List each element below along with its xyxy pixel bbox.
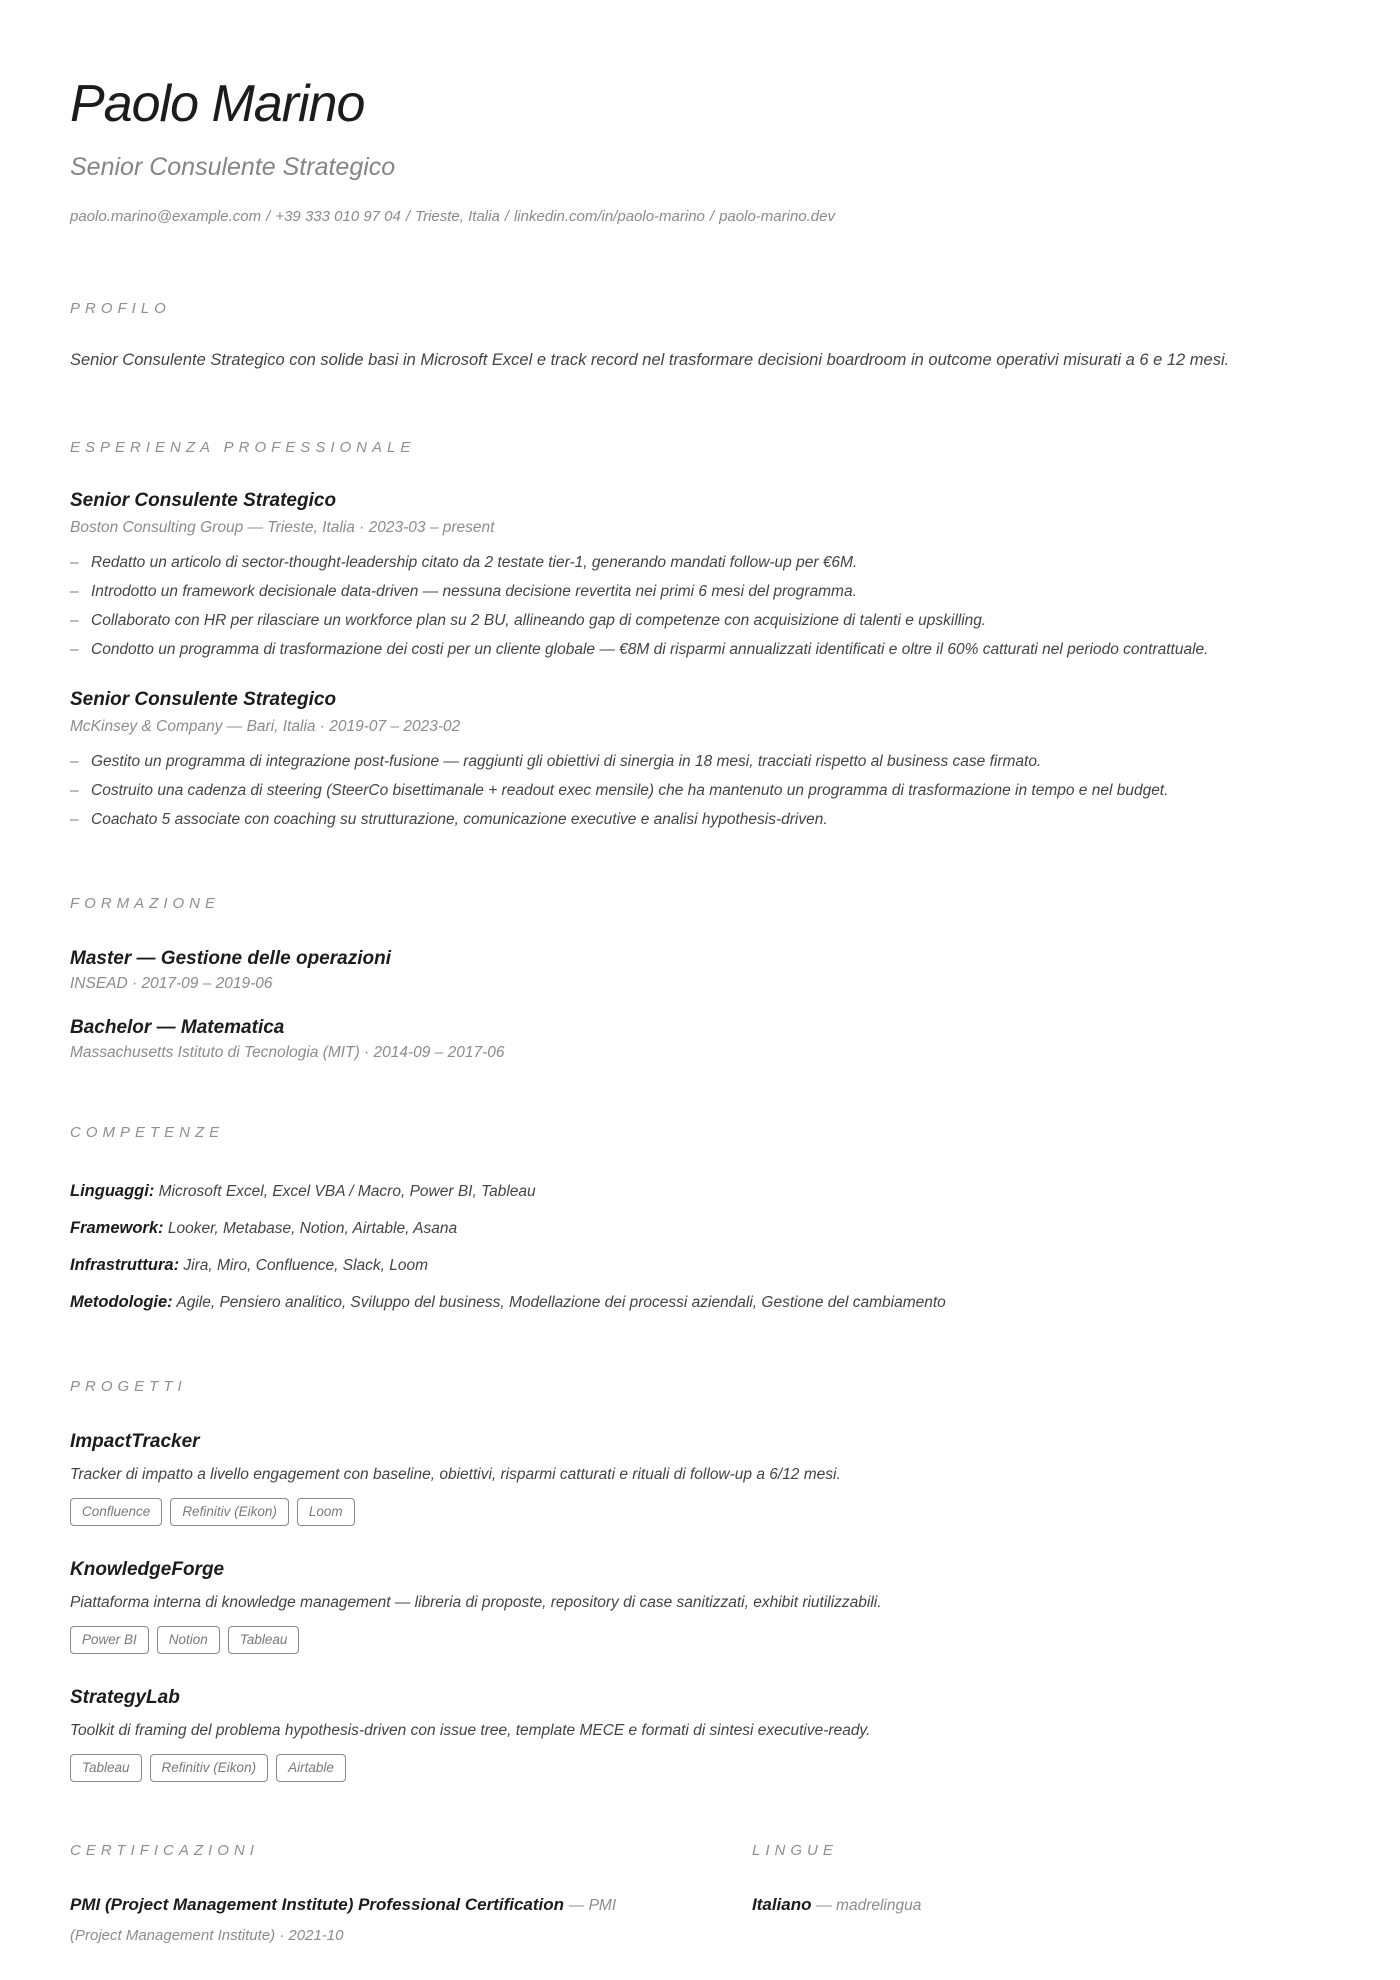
bullet-marker: – bbox=[70, 583, 79, 600]
job-bullet bbox=[70, 606, 1330, 635]
languages-column bbox=[752, 1841, 1330, 1946]
section-heading-certifications: CERTIFICAZIONI bbox=[70, 1842, 259, 1859]
job-meta: McKinsey & Company — Bari, Italia · 2019-07 – 2023-02 bbox=[70, 718, 461, 735]
skill-label: Framework: bbox=[70, 1219, 164, 1237]
degree-meta: INSEAD · 2017-09 – 2019-06 bbox=[70, 975, 273, 992]
bullet-text: Redatto un articolo di sector-thought-leadership citato da 2 testate tier-1, generando mandati follow-up per €6M. bbox=[91, 554, 858, 571]
bullet-marker: – bbox=[70, 641, 79, 658]
project-item bbox=[70, 1685, 1330, 1783]
section-heading-profile: PROFILO bbox=[70, 300, 171, 317]
certifications-column bbox=[70, 1841, 752, 1946]
bullet-text: Gestito un programma di integrazione post-fusione — raggiunti gli obiettivi di sinergia in 18 mesi, tracciati rispetto al business case firmato. bbox=[91, 753, 1042, 770]
degree-title: Master — Gestione delle operazioni bbox=[70, 948, 391, 969]
skill-row bbox=[70, 1284, 1330, 1321]
contact-linkedin[interactable]: linkedin.com/in/paolo-marino bbox=[513, 208, 705, 225]
bullet-marker: – bbox=[70, 811, 79, 828]
section-heading-experience: ESPERIENZA PROFESSIONALE bbox=[70, 439, 416, 456]
contact-line bbox=[70, 207, 1330, 227]
tech-tag: Notion bbox=[157, 1626, 220, 1654]
language-name: Italiano bbox=[752, 1895, 812, 1914]
language-item bbox=[752, 1894, 1330, 1917]
job-title: Senior Consulente Strategico bbox=[70, 490, 337, 511]
certification-item bbox=[70, 1894, 752, 1917]
language-level: — madrelingua bbox=[816, 1897, 922, 1914]
tech-tag: Refinitiv (Eikon) bbox=[150, 1754, 269, 1782]
skill-row bbox=[70, 1247, 1330, 1284]
experience-item bbox=[70, 488, 1330, 664]
project-tags bbox=[70, 1498, 1330, 1527]
tech-tag: Tableau bbox=[228, 1626, 300, 1654]
job-bullet bbox=[70, 635, 1330, 664]
section-heading-languages: LINGUE bbox=[752, 1842, 838, 1859]
section-heading-education: FORMAZIONE bbox=[70, 895, 220, 912]
bottom-columns bbox=[70, 1841, 1330, 1946]
candidate-title: Senior Consulente Strategico bbox=[70, 153, 396, 181]
skill-value: Microsoft Excel, Excel VBA / Macro, Power BI, Tableau bbox=[158, 1183, 536, 1200]
section-heading-skills: COMPETENZE bbox=[70, 1124, 225, 1141]
bullet-text: Condotto un programma di trasformazione dei costi per un cliente globale — €8M di risparmi annualizzati identificati e oltre il 60% catturati nel periodo contrattuale. bbox=[91, 641, 1209, 658]
tech-tag: Tableau bbox=[70, 1754, 142, 1782]
degree-title: Bachelor — Matematica bbox=[70, 1017, 285, 1038]
bullet-marker: – bbox=[70, 782, 79, 799]
project-title: KnowledgeForge bbox=[70, 1559, 225, 1580]
education-item bbox=[70, 1015, 1330, 1063]
contact-separator: / bbox=[266, 208, 271, 225]
bullet-marker: – bbox=[70, 753, 79, 770]
contact-separator: / bbox=[709, 208, 715, 225]
job-bullet bbox=[70, 577, 1330, 606]
project-title: StrategyLab bbox=[70, 1687, 180, 1708]
contact-location: Trieste, Italia bbox=[415, 208, 500, 225]
resume-header bbox=[70, 0, 1330, 227]
tech-tag: Confluence bbox=[70, 1498, 162, 1526]
skill-label: Metodologie: bbox=[70, 1293, 173, 1311]
job-bullets bbox=[70, 747, 1330, 834]
skill-value: Agile, Pensiero analitico, Sviluppo del business, Modellazione dei processi aziendali, Gestione del cambiamento bbox=[176, 1294, 946, 1311]
candidate-name: Paolo Marino bbox=[70, 75, 365, 133]
job-bullet bbox=[70, 776, 1330, 805]
experience-item bbox=[70, 687, 1330, 834]
certification-title: PMI (Project Management Institute) Professional Certification bbox=[70, 1895, 565, 1914]
education-item bbox=[70, 946, 1330, 994]
tech-tag: Refinitiv (Eikon) bbox=[170, 1498, 289, 1526]
bullet-text: Costruito una cadenza di steering (SteerCo bisettimanale + readout exec mensile) che ha mantenuto un programma di trasformazione in tempo e nel budget. bbox=[91, 782, 1169, 799]
bullet-text: Coachato 5 associate con coaching su strutturazione, comunicazione executive e analisi hypothesis-driven. bbox=[91, 811, 828, 828]
job-bullet bbox=[70, 548, 1330, 577]
skills-list bbox=[70, 1173, 1330, 1321]
contact-email[interactable]: paolo.marino@example.com bbox=[70, 208, 262, 225]
profile-summary: Senior Consulente Strategico con solide basi in Microsoft Excel e track record nel trasformare decisioni boardroom in outcome operativi misurati a 6 e 12 mesi. bbox=[70, 351, 1230, 369]
degree-meta: Massachusetts Istituto di Tecnologia (MIT) · 2014-09 – 2017-06 bbox=[70, 1044, 505, 1061]
bullet-marker: – bbox=[70, 554, 79, 571]
job-bullets bbox=[70, 548, 1330, 664]
bullet-marker: – bbox=[70, 612, 79, 629]
skill-row bbox=[70, 1173, 1330, 1210]
project-description: Tracker di impatto a livello engagement con baseline, obiettivi, risparmi catturati e rituali di follow-up a 6/12 mesi. bbox=[70, 1466, 841, 1483]
project-tags bbox=[70, 1754, 1330, 1783]
project-item bbox=[70, 1429, 1330, 1527]
contact-website[interactable]: paolo-marino.dev bbox=[719, 208, 835, 225]
tech-tag: Power BI bbox=[70, 1626, 149, 1654]
project-item bbox=[70, 1557, 1330, 1655]
skill-label: Infrastruttura: bbox=[70, 1256, 180, 1274]
project-description: Piattaforma interna di knowledge management — libreria di proposte, repository di case sanitizzati, exhibit riutilizzabili. bbox=[70, 1594, 882, 1611]
contact-separator: / bbox=[504, 208, 509, 225]
section-heading-projects: PROGETTI bbox=[70, 1378, 187, 1395]
bullet-text: Introdotto un framework decisionale data-driven — nessuna decisione revertita nei primi 6 mesi del programma. bbox=[91, 583, 857, 600]
skill-row bbox=[70, 1210, 1330, 1247]
certification-meta: (Project Management Institute) · 2021-10 bbox=[70, 1927, 344, 1944]
tech-tag: Loom bbox=[297, 1498, 355, 1526]
contact-phone[interactable]: +39 333 010 97 04 bbox=[275, 208, 401, 225]
project-description: Toolkit di framing del problema hypothesis-driven con issue tree, template MECE e formati di sintesi executive-ready. bbox=[70, 1722, 871, 1739]
skill-value: Looker, Metabase, Notion, Airtable, Asana bbox=[167, 1220, 458, 1237]
skill-value: Jira, Miro, Confluence, Slack, Loom bbox=[183, 1257, 429, 1274]
job-bullet bbox=[70, 747, 1330, 776]
contact-separator: / bbox=[405, 208, 411, 225]
job-meta: Boston Consulting Group — Trieste, Italia · 2023-03 – present bbox=[70, 519, 495, 536]
tech-tag: Airtable bbox=[276, 1754, 346, 1782]
project-tags bbox=[70, 1626, 1330, 1655]
certification-issuer: — PMI bbox=[568, 1897, 617, 1914]
project-title: ImpactTracker bbox=[70, 1431, 200, 1452]
job-bullet bbox=[70, 805, 1330, 834]
skill-label: Linguaggi: bbox=[70, 1182, 155, 1200]
bullet-text: Collaborato con HR per rilasciare un workforce plan su 2 BU, allineando gap di competenze con acquisizione di talenti e upskilling. bbox=[91, 612, 987, 629]
job-title: Senior Consulente Strategico bbox=[70, 689, 337, 710]
